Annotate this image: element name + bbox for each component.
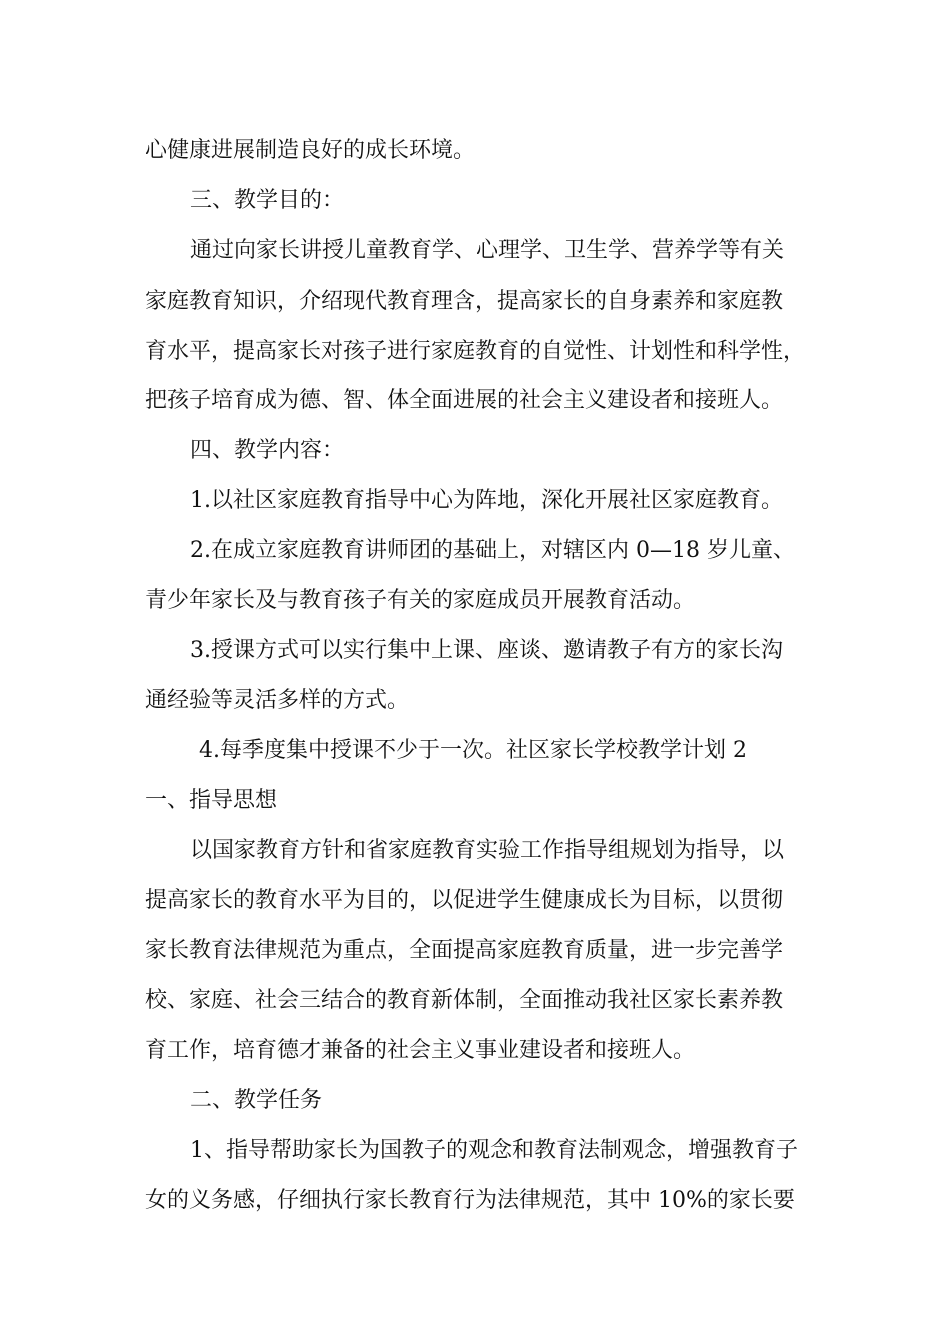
paragraph-line: 心健康进展制造良好的成长环境。 [145,138,476,163]
list-item: 2.在成立家庭教育讲师团的基础上，对辖区内 0—18 岁儿童、 [190,538,795,563]
list-item: 1、指导帮助家长为国教子的观念和教育法制观念，增强教育子 [190,1138,798,1163]
section-heading-guiding-thought: 一、指导思想 [145,788,278,813]
section-heading-objectives: 三、教学目的： [190,188,345,213]
paragraph-line: 把孩子培育成为德、智、体全面进展的社会主义建设者和接班人。 [145,388,784,413]
paragraph-line: 育工作，培育德才兼备的社会主义事业建设者和接班人。 [145,1038,696,1063]
list-item: 4.每季度集中授课不少于一次。社区家长学校教学计划 2 [199,738,747,763]
paragraph-line: 校、家庭、社会三结合的教育新体制，全面推动我社区家长素养教 [145,988,784,1013]
paragraph-line: 以国家教育方针和省家庭教育实验工作指导组规划为指导，以 [190,838,785,863]
paragraph-line: 育水平，提高家长对孩子进行家庭教育的自觉性、计划性和科学性， [145,339,806,364]
paragraph-line: 家长教育法律规范为重点，全面提高家庭教育质量，进一步完善学 [145,938,784,963]
paragraph-line: 女的义务感，仔细执行家长教育行为法律规范，其中 10%的家长要 [145,1188,795,1213]
list-item: 3.授课方式可以实行集中上课、座谈、邀请教子有方的家长沟 [190,638,783,663]
paragraph-line: 家庭教育知识，介绍现代教育理含，提高家长的自身素养和家庭教 [145,289,784,314]
section-heading-tasks: 二、教学任务 [190,1088,323,1113]
paragraph-line: 通经验等灵活多样的方式。 [145,688,410,713]
paragraph-line: 通过向家长讲授儿童教育学、心理学、卫生学、营养学等有关 [190,238,785,263]
section-heading-content: 四、教学内容： [190,438,345,463]
paragraph-line: 青少年家长及与教育孩子有关的家庭成员开展教育活动。 [145,588,696,613]
list-item: 1.以社区家庭教育指导中心为阵地，深化开展社区家庭教育。 [190,488,783,513]
paragraph-line: 提高家长的教育水平为目的，以促进学生健康成长为目标，以贯彻 [145,888,784,913]
